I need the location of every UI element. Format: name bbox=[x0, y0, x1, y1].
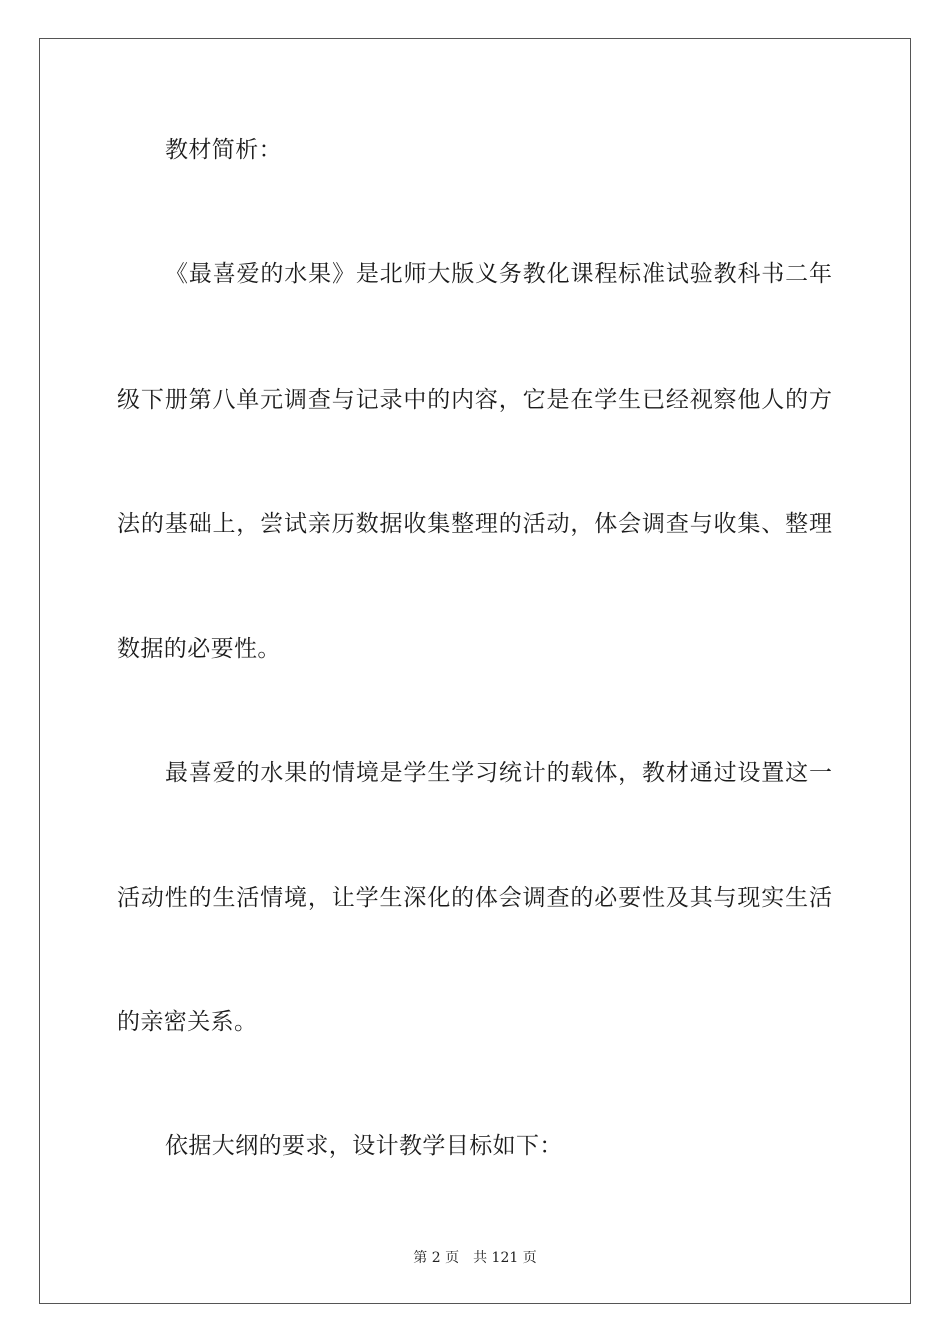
paragraph1-line2: 级下册第八单元调查与记录中的内容，它是在学生已经视察他人的方 bbox=[117, 387, 832, 413]
paragraph1-line1: 《最喜爱的水果》是北师大版义务教化课程标准试验教科书二年 bbox=[165, 261, 832, 287]
paragraph1-line3: 法的基础上，尝试亲历数据收集整理的活动，体会调查与收集、整理 bbox=[117, 511, 832, 537]
paragraph1-line4: 数据的必要性。 bbox=[117, 636, 281, 662]
paragraph2-line2: 活动性的生活情境，让学生深化的体会调查的必要性及其与现实生活 bbox=[117, 885, 832, 911]
section-heading: 教材简析： bbox=[165, 137, 282, 163]
paragraph2-line1: 最喜爱的水果的情境是学生学习统计的载体，教材通过设置这一 bbox=[165, 760, 832, 786]
paragraph3-line1: 依据大纲的要求，设计教学目标如下： bbox=[165, 1133, 563, 1159]
page-number-footer: 第 2 页 共 121 页 bbox=[413, 1250, 537, 1266]
paragraph2-line3: 的亲密关系。 bbox=[117, 1009, 258, 1035]
page-border bbox=[39, 38, 911, 1304]
